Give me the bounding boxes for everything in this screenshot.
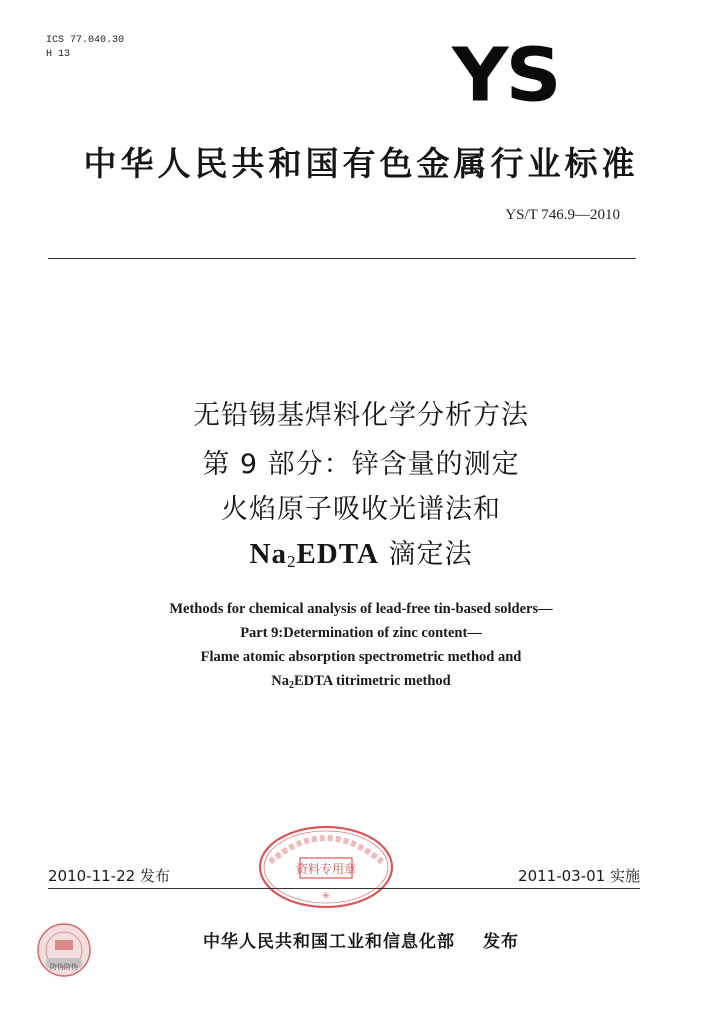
title-en-subscript: 2 bbox=[288, 680, 294, 691]
classification-codes bbox=[46, 34, 124, 62]
title-en-line-1: Methods for chemical analysis of lead-free tin-based solders— bbox=[169, 601, 553, 617]
title-zh-method: 滴定法 bbox=[378, 539, 473, 570]
issuer-name: 中华人民共和国工业和信息化部 bbox=[203, 932, 455, 952]
title-zh-edta: EDTA bbox=[296, 538, 379, 570]
title-zh-line-1: 无铅锡基焊料化学分析方法 bbox=[193, 400, 529, 431]
ccs-code: H 13 bbox=[46, 49, 71, 60]
reference-stamp bbox=[256, 822, 396, 912]
issuer-action: 发布 bbox=[483, 932, 519, 952]
title-en-line-3: Flame atomic absorption spectrometric method and bbox=[200, 649, 522, 665]
industry-standard-title: 中华人民共和国有色金属行业标准 bbox=[83, 144, 639, 183]
title-zh-line-4 bbox=[0, 532, 722, 584]
title-zh-subscript: 2 bbox=[286, 552, 297, 571]
ys-logo: YS bbox=[452, 33, 559, 119]
title-zh-na: Na bbox=[249, 538, 287, 570]
issuing-authority bbox=[0, 927, 722, 952]
footer-divider bbox=[48, 888, 640, 889]
title-zh-line-2: 第 9 部分：锌含量的测定 bbox=[202, 449, 520, 480]
title-en-na: Na bbox=[271, 673, 289, 689]
title-zh-line-3: 火焰原子吸收光谱法和 bbox=[221, 494, 501, 525]
stamp-text: 资料专用章 bbox=[295, 862, 357, 876]
issue-date: 2010-11-22 发布 bbox=[48, 867, 170, 885]
header-divider bbox=[48, 258, 636, 259]
title-en-line-4 bbox=[0, 669, 722, 698]
title-en-method: EDTA titrimetric method bbox=[293, 673, 451, 689]
title-en-line-2: Part 9:Determination of zinc content— bbox=[240, 625, 482, 641]
implementation-date: 2011-03-01 实施 bbox=[518, 867, 640, 885]
svg-text:✳: ✳ bbox=[321, 891, 331, 902]
ics-code: ICS 77.040.30 bbox=[46, 35, 125, 46]
seal-label: 防伪防伪 bbox=[50, 963, 78, 971]
standard-number: YS/T 746.9—2010 bbox=[505, 207, 620, 223]
